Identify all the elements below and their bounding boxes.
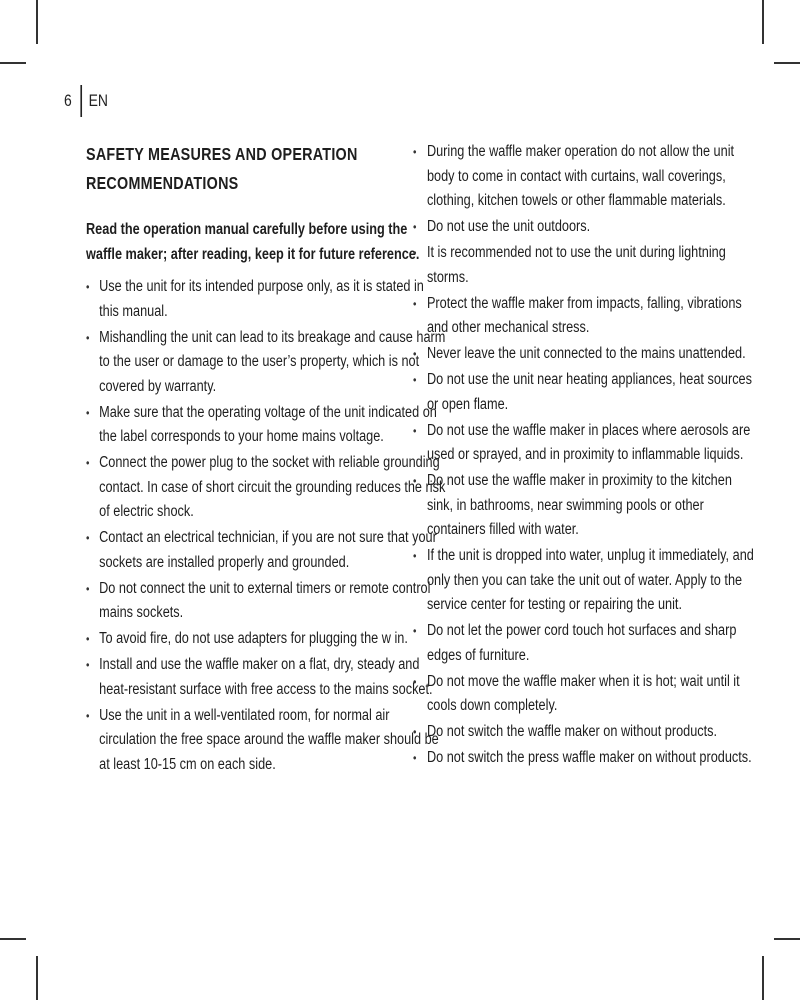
crop-mark-top-right	[762, 0, 764, 44]
list-item: • Do not connect the unit to external timers or remote control mains sockets.	[86, 577, 446, 626]
list-item: • Do not let the power cord touch hot surfaces and sharp edges of furniture.	[413, 619, 758, 668]
list-item: • Use the unit for its intended purpose only, as it is stated in this manual.	[86, 275, 446, 324]
left-column	[86, 140, 446, 779]
intro-paragraph: Read the operation manual carefully before using the waffle maker; after reading, keep it for future reference.	[86, 221, 420, 263]
crop-mark-top-left-horizontal	[0, 62, 26, 64]
crop-mark-top-right-horizontal	[774, 62, 800, 64]
list-item: • Do not use the unit near heating appliances, heat sources or open flame.	[413, 368, 758, 417]
list-item: • Do not switch the waffle maker on without products.	[413, 720, 758, 745]
section-title-line-2: RECOMMENDATIONS	[86, 173, 239, 193]
list-item: • Contact an electrical technician, if you are not sure that your sockets are installed properly and grounded.	[86, 526, 446, 575]
list-item: • Use the unit in a well-ventilated room, for normal air circulation the free space around the waffle maker should be at least 10-15 cm on each side.	[86, 704, 446, 778]
list-item: • Make sure that the operating voltage of the unit indicated on the label corresponds to your home mains voltage.	[86, 401, 446, 450]
list-item: • Do not use the waffle maker in places where aerosols are used or sprayed, and in proximity to inflammable liquids.	[413, 419, 758, 468]
list-item: • Do not use the waffle maker in proximity to the kitchen sink, in bathrooms, near swimming pools or other containers filled with water.	[413, 469, 758, 543]
list-item: • If the unit is dropped into water, unplug it immediately, and only then you can take the unit out of water. Apply to the service center for testing or repairing the unit.	[413, 544, 758, 618]
list-item: • Connect the power plug to the socket with reliable grounding contact. In case of short circuit the grounding reduces the risk of electric shock.	[86, 451, 446, 525]
page-number: 6	[64, 91, 72, 110]
section-title	[86, 140, 446, 198]
crop-mark-top-left	[36, 0, 38, 44]
list-item: • Protect the waffle maker from impacts, falling, vibrations and other mechanical stress.	[413, 292, 758, 341]
safety-list-left	[86, 275, 446, 777]
crop-mark-bottom-left-horizontal	[0, 938, 26, 940]
list-item: • Do not switch the press waffle maker on without products.	[413, 746, 758, 771]
safety-list-right	[413, 140, 758, 771]
right-column	[413, 140, 758, 772]
crop-mark-bottom-right-horizontal	[774, 938, 800, 940]
list-item: • Never leave the unit connected to the mains unattended.	[413, 342, 758, 367]
header-divider	[80, 85, 82, 117]
page-header	[64, 84, 108, 118]
list-item: • Mishandling the unit can lead to its breakage and cause harm to the user or damage to the user’s property, which is not covered by warranty.	[86, 326, 446, 400]
list-item: • To avoid fire, do not use adapters for plugging the w in.	[86, 627, 446, 652]
language-code: EN	[88, 91, 108, 110]
list-item: • During the waffle maker operation do not allow the unit body to come in contact with curtains, wall coverings, clothing, kitchen towels or other flammable materials.	[413, 140, 758, 214]
list-item: • Do not use the unit outdoors.	[413, 215, 758, 240]
crop-mark-bottom-left	[36, 956, 38, 1000]
list-item: • Install and use the waffle maker on a flat, dry, steady and heat-resistant surface with free access to the mains socket.	[86, 653, 446, 702]
crop-mark-bottom-right	[762, 956, 764, 1000]
list-item: • Do not move the waffle maker when it is hot; wait until it cools down completely.	[413, 670, 758, 719]
section-title-line-1: SAFETY MEASURES AND OPERATION	[86, 144, 358, 164]
list-item: • It is recommended not to use the unit during lightning storms.	[413, 241, 758, 290]
